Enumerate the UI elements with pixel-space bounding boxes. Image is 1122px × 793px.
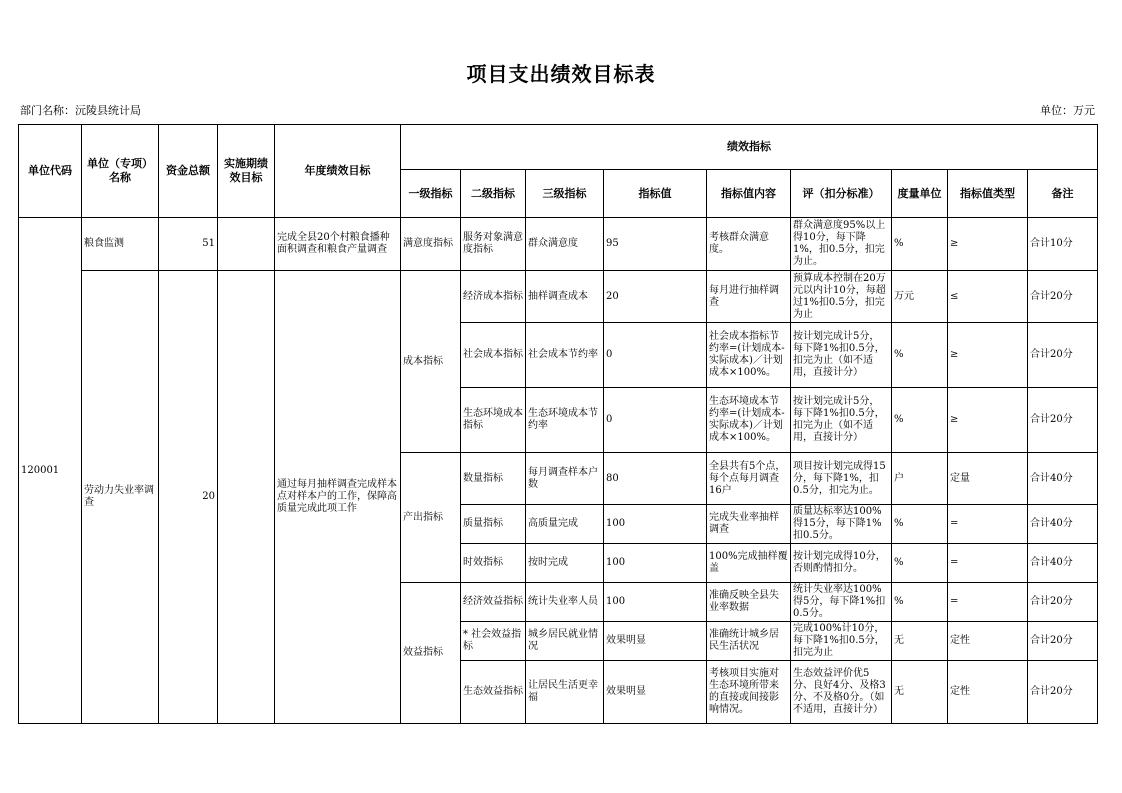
remark-cell: 合计20分 [1028,661,1098,724]
value-cell: 100 [604,583,707,622]
value-cell: 0 [604,388,707,453]
table-row [19,271,1098,323]
header-level2: 二级指标 [461,170,526,218]
remark-cell: 合计10分 [1028,218,1098,271]
value-cell: 100 [604,505,707,544]
header-measure-unit: 度量单位 [892,170,948,218]
unit-cell: 万元 [892,271,948,323]
level2-cell: 经济效益指标 [461,583,526,622]
level2-cell: 数量指标 [461,453,526,505]
header-total-funds: 资金总额 [159,125,218,218]
content-cell: 100%完成抽样覆盖 [707,544,791,583]
value-cell: 效果明显 [604,622,707,661]
level2-cell: 生态效益指标 [461,661,526,724]
level2-cell: 时效指标 [461,544,526,583]
value-cell: 20 [604,271,707,323]
value-cell: 80 [604,453,707,505]
level2-cell: 质量指标 [461,505,526,544]
scoring-cell: 按计划完成计5分，每下降1%扣0.5分，扣完为止（如不适用，直接计分） [791,323,892,388]
level3-cell: 让居民生活更幸福 [526,661,604,724]
level1-cell: 成本指标 [401,271,461,453]
performance-target-table [18,124,1098,724]
type-cell: 定性 [948,661,1028,724]
level2-cell: 服务对象满意度指标 [461,218,526,271]
header-level3: 三级指标 [526,170,604,218]
project-name-cell: 劳动力失业率调查 [82,271,159,724]
level2-cell: 经济成本指标 [461,271,526,323]
type-cell: ≤ [948,271,1028,323]
content-cell: 全县共有5个点，每个点每月调查16户 [707,453,791,505]
page-title: 项目支出绩效目标表 [466,62,656,86]
remark-cell: 合计20分 [1028,388,1098,453]
content-cell: 考核项目实施对生态环境所带来的直接或间接影响情况。 [707,661,791,724]
scoring-cell: 统计失业率达100%得5分，每下降1%扣0.5分。 [791,583,892,622]
content-cell: 每月进行抽样调查 [707,271,791,323]
level3-cell: 城乡居民就业情况 [526,622,604,661]
type-cell: 定性 [948,622,1028,661]
scoring-cell: 完成100%计10分，每下降1%扣0.5分，扣完为止 [791,622,892,661]
value-cell: 100 [604,544,707,583]
remark-cell: 合计40分 [1028,544,1098,583]
unit-code-cell: 120001 [19,218,82,724]
value-cell: 效果明显 [604,661,707,724]
level1-cell: 效益指标 [401,583,461,724]
remark-cell: 合计20分 [1028,271,1098,323]
level1-cell: 产出指标 [401,453,461,583]
content-cell: 考核群众满意度。 [707,218,791,271]
period-target-cell [218,218,275,271]
value-cell: 0 [604,323,707,388]
header-annual-target: 年度绩效目标 [275,125,401,218]
scoring-cell: 质量达标率达100%得15分，每下降1%扣0.5分。 [791,505,892,544]
level3-cell: 社会成本节约率 [526,323,604,388]
level3-cell: 抽样调查成本 [526,271,604,323]
project-name-cell: 粮食监测 [82,218,159,271]
unit-cell: % [892,583,948,622]
scoring-cell: 项目按计划完成得15分，每下降1%，扣0.5分，扣完为止。 [791,453,892,505]
unit-cell: % [892,544,948,583]
level3-cell: 统计失业率人员 [526,583,604,622]
type-cell: = [948,583,1028,622]
level2-cell: 生态环境成本指标 [461,388,526,453]
level2-cell: * 社会效益指标 [461,622,526,661]
type-cell: ≥ [948,323,1028,388]
header-unit-name: 单位（专项）名称 [82,125,159,218]
header-unit-code: 单位代码 [19,125,82,218]
level1-cell: 满意度指标 [401,218,461,271]
remark-cell: 合计20分 [1028,622,1098,661]
unit-cell: 户 [892,453,948,505]
content-cell: 社会成本指标节约率=(计划成本-实际成本)／计划成本×100%。 [707,323,791,388]
unit-cell: % [892,218,948,271]
scoring-cell: 预算成本控制在20万元以内计10分，每超过1%扣0.5分，扣完为止 [791,271,892,323]
level3-cell: 生态环境成本节约率 [526,388,604,453]
annual-target-cell: 完成全县20个村粮食播种面积调查和粮食产量调查 [275,218,401,271]
header-value-content: 指标值内容 [707,170,791,218]
scoring-cell: 按计划完成得10分，否则酌情扣分。 [791,544,892,583]
project-funds-cell: 51 [159,218,218,271]
value-cell: 95 [604,218,707,271]
scoring-cell: 群众满意度95%以上得10分，每下降1%，扣0.5分，扣完为止。 [791,218,892,271]
table-row [19,218,1098,271]
content-cell: 完成失业率抽样调查 [707,505,791,544]
level3-cell: 群众满意度 [526,218,604,271]
level3-cell: 高质量完成 [526,505,604,544]
content-cell: 准确反映全县失业率数据 [707,583,791,622]
header-indicators: 绩效指标 [401,125,1098,170]
content-cell: 准确统计城乡居民生活状况 [707,622,791,661]
remark-cell: 合计20分 [1028,323,1098,388]
header-value-type: 指标值类型 [948,170,1028,218]
type-cell: = [948,505,1028,544]
scoring-cell: 生态效益评价优5分、良好4分、及格3分、不及格0分。（如不适用，直接计分） [791,661,892,724]
header-scoring: 评（扣分标准） [791,170,892,218]
type-cell: 定量 [948,453,1028,505]
unit-cell: % [892,505,948,544]
currency-unit: 单位：万元 [1040,104,1095,117]
header-remark: 备注 [1028,170,1098,218]
level3-cell: 按时完成 [526,544,604,583]
department-name: 部门名称：沅陵县统计局 [20,104,141,117]
unit-cell: 无 [892,661,948,724]
unit-cell: % [892,388,948,453]
annual-target-cell: 通过每月抽样调查完成样本点对样本户的工作，保障高质量完成此项工作 [275,271,401,724]
unit-cell: 无 [892,622,948,661]
project-funds-cell: 20 [159,271,218,724]
content-cell: 生态环境成本节约率=(计划成本-实际成本)／计划成本×100%。 [707,388,791,453]
unit-cell: % [892,323,948,388]
level2-cell: 社会成本指标 [461,323,526,388]
header-value: 指标值 [604,170,707,218]
level3-cell: 每月调查样本户数 [526,453,604,505]
header-level1: 一级指标 [401,170,461,218]
period-target-cell [218,271,275,724]
scoring-cell: 按计划完成计5分，每下降1%扣0.5分，扣完为止（如不适用，直接计分） [791,388,892,453]
type-cell: ≥ [948,388,1028,453]
remark-cell: 合计40分 [1028,505,1098,544]
type-cell: ≥ [948,218,1028,271]
remark-cell: 合计20分 [1028,583,1098,622]
remark-cell: 合计40分 [1028,453,1098,505]
type-cell: = [948,544,1028,583]
header-period-target: 实施期绩效目标 [218,125,275,218]
